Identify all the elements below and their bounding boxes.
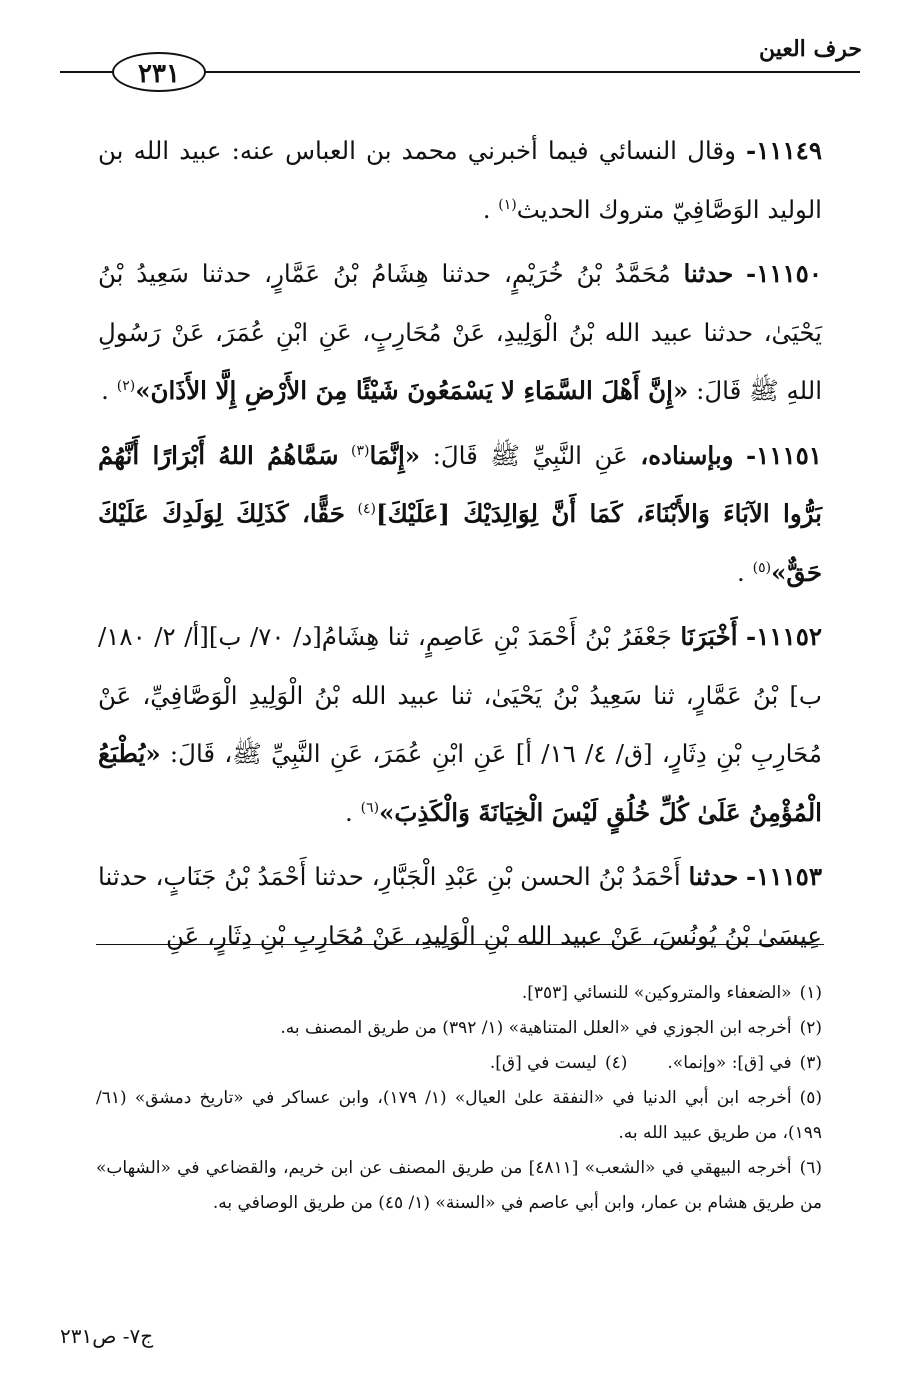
entry-11149 [98,122,822,239]
entry-text: مُحَمَّدُ بْنُ خُرَيْمٍ، حدثنا هِشَامُ بْنُ عَمَّارٍ، حدثنا سَعِيدُ بْنُ يَحْيَىٰ، حدثنا عبيد الله بْنُ الْوَلِيدِ، عَنْ مُحَارِبٍ، عَنِ ابْنِ عُمَرَ، عَنْ رَسُولِ اللهِ ﷺ قَالَ: [98,259,822,405]
hadith-text: سَمَّاهُمُ اللهُ أَبْرَارًا أَنَّهُمْ بَرُّوا الآبَاءَ وَالأَبْنَاءَ، كَمَا أَنَّ لِوَالِدَيْكَ [عَلَيْكَ] [98,440,822,528]
entry-number: ١١١٥٢- [746,622,823,651]
footnote-text: «الضعفاء والمتروكين» للنسائي [٣٥٣]. [521,983,792,1003]
volume-page-marker: ج٧- ص٢٣١ [60,1324,154,1348]
footnote-5 [96,1081,822,1151]
entry-lead: حدثنا [683,259,734,288]
footnote-6 [96,1151,822,1221]
entry-lead: أَخْبَرَنَا [680,622,738,651]
footnote-ref: (٦) [360,799,380,816]
footnote-ref: (٥) [752,559,772,576]
entry-number: ١١١٥٠- [746,259,822,288]
entry-number: ١١١٥١- [746,440,822,470]
entry-11153 [98,848,822,965]
footnote-row-3-4 [96,1046,822,1081]
footnote-ref: (٢) [116,377,136,394]
entry-11152 [98,608,822,842]
header-title: حرف العين [758,36,862,62]
footnote-mark: (٥) [799,1088,822,1108]
entry-11151 [98,427,822,603]
hadith-text: «إِنَّمَا [369,440,421,470]
entry-end: . [482,194,491,224]
footnote-4 [490,1046,628,1081]
footnote-text: ليست في [ق]. [489,1053,597,1073]
footnote-rule [96,944,824,945]
entry-number: ١١١٤٩- [746,136,822,165]
entry-number: ١١١٥٣- [746,862,822,891]
entry-end: . [344,797,353,827]
footnotes [96,976,822,1221]
footnote-mark: (٢) [799,1018,822,1038]
footnote-ref: (٣) [351,442,370,459]
footnote-mark: (٣) [799,1053,822,1073]
footnote-mark: (٤) [604,1053,628,1073]
entry-text: عَنِ النَّبِيِّ ﷺ قَالَ: [432,440,628,470]
footnote-2 [96,1011,822,1046]
main-text [98,122,822,965]
footnote-text: في [ق]: «وإنما». [667,1053,792,1073]
entry-text: أَحْمَدُ بْنُ الحسن بْنِ عَبْدِ الْجَبَّارِ، حدثنا أَحْمَدُ بْنُ جَنَابٍ، حدثنا عِيسَىٰ بْنُ يُونُسَ، عَنْ عبيد الله بْنِ الْوَلِيدِ، عَنْ مُحَارِبِ بْنِ دِثَارٍ، عَنِ [98,862,822,950]
entry-text: جَعْفَرُ بْنُ أَحْمَدَ بْنِ عَاصِمٍ، ثنا هِشَامُ[د/ ٧٠/ ب][أ/ ٢/ ١٨٠/ ب] بْنُ عَمَّارٍ، ثنا سَعِيدُ بْنُ يَحْيَىٰ، ثنا عبيد الله بْنُ الْوَلِيدِ الْوَصَّافِيِّ، عَنْ مُحَارِبِ بْنِ دِثَارٍ، [ق/ ٤/ ١٦/ أ] عَنِ ابْنِ عُمَرَ، عَنِ النَّبِيِّ ﷺ، قَالَ: [98,622,822,768]
hadith-text: «يُطْبَعُ الْمُؤْمِنُ عَلَىٰ كُلِّ خُلُقٍ لَيْسَ الْخِيَانَةَ وَالْكَذِبَ» [98,739,822,827]
footnote-1 [96,976,822,1011]
footnote-text: أخرجه ابن الجوزي في «العلل المتناهية» (١/ ٣٩٢) من طريق المصنف به. [280,1018,792,1038]
entry-11150 [98,245,822,421]
footnote-mark: (١) [799,983,822,1003]
entry-lead: حدثنا [688,862,739,891]
footnote-text: أخرجه البيهقي في «الشعب» [٤٨١١] من طريق المصنف عن ابن خريم، والقضاعي في «الشهاب» من طريق هشام بن عمار، وابن أبي عاصم في «السنة» (١/ ٤٥) من طريق الوصافي به. [96,1158,822,1213]
page-number: ٢٣١ [112,52,206,92]
footnote-mark: (٦) [799,1158,822,1178]
footnote-text: أخرجه ابن أبي الدنيا في «النفقة علىٰ العيال» (١/ ١٧٩)، وابن عساكر في «تاريخ دمشق» (٦١/ ١٩٩)، من طريق عبيد الله به. [96,1088,822,1143]
entry-lead: وبإسناده، [640,440,734,470]
hadith-text: «إِنَّ أَهْلَ السَّمَاءِ لا يَسْمَعُونَ شَيْئًا مِنَ الأَرْضِ إِلَّا الأَذَانَ» [135,376,689,405]
footnote-ref: (١) [498,196,517,213]
footnote-ref: (٤) [357,500,376,517]
entry-text: وقال النسائي فيما أخبرني محمد بن العباس عنه: عبيد الله بن الوليد الوَصَّافِيّ متروك الحديث [98,136,822,224]
entry-end: . [737,557,745,587]
footnote-3 [667,1046,822,1081]
hadith-text: حَقًّا، كَذَلِكَ لِوَلَدِكَ عَلَيْكَ حَقٌّ» [98,499,822,587]
entry-end: . [101,376,109,405]
